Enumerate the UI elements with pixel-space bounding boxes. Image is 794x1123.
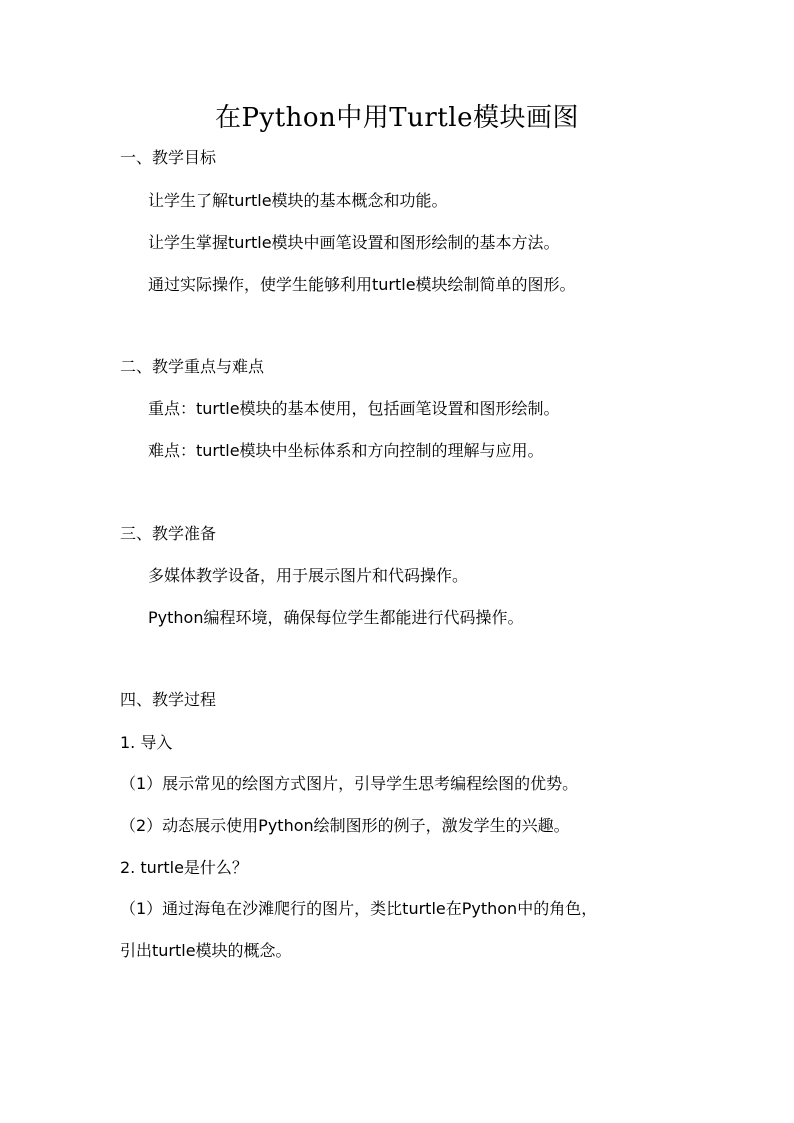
objective-paragraph-2: 让学生掌握turtle模块中画笔设置和图形绘制的基本方法。 xyxy=(148,233,560,252)
process-subitem-1: （1）展示常见的绘图方式图片，引导学生思考编程绘图的优势。 xyxy=(120,774,579,793)
process-item-what-is-turtle: 2. turtle是什么？ xyxy=(120,858,248,877)
section-heading-preparation: 三、教学准备 xyxy=(120,524,217,543)
difficulty-paragraph: 难点：turtle模块中坐标体系和方向控制的理解与应用。 xyxy=(148,441,544,460)
section-heading-objectives: 一、教学目标 xyxy=(120,148,217,167)
objective-paragraph-3: 通过实际操作，使学生能够利用turtle模块绘制简单的图形。 xyxy=(148,275,576,294)
key-point-paragraph: 重点：turtle模块的基本使用，包括画笔设置和图形绘制。 xyxy=(148,399,560,418)
preparation-paragraph-2: Python编程环境，确保每位学生都能进行代码操作。 xyxy=(148,608,524,627)
process-subitem-2: （2）动态展示使用Python绘制图形的例子，激发学生的兴趣。 xyxy=(120,816,570,835)
preparation-paragraph-1: 多媒体教学设备，用于展示图片和代码操作。 xyxy=(148,566,469,585)
section-heading-process: 四、教学过程 xyxy=(120,690,217,709)
document-title: 在Python中用Turtle模块画图 xyxy=(215,103,579,133)
process-subitem-turtle-analogy-continued: 引出turtle模块的概念。 xyxy=(120,941,292,960)
section-heading-key-points: 二、教学重点与难点 xyxy=(120,357,265,376)
process-subitem-turtle-analogy: （1）通过海龟在沙滩爬行的图片，类比turtle在Python中的角色， xyxy=(120,899,598,918)
process-item-intro: 1. 导入 xyxy=(120,733,173,752)
objective-paragraph-1: 让学生了解turtle模块的基本概念和功能。 xyxy=(148,191,448,210)
